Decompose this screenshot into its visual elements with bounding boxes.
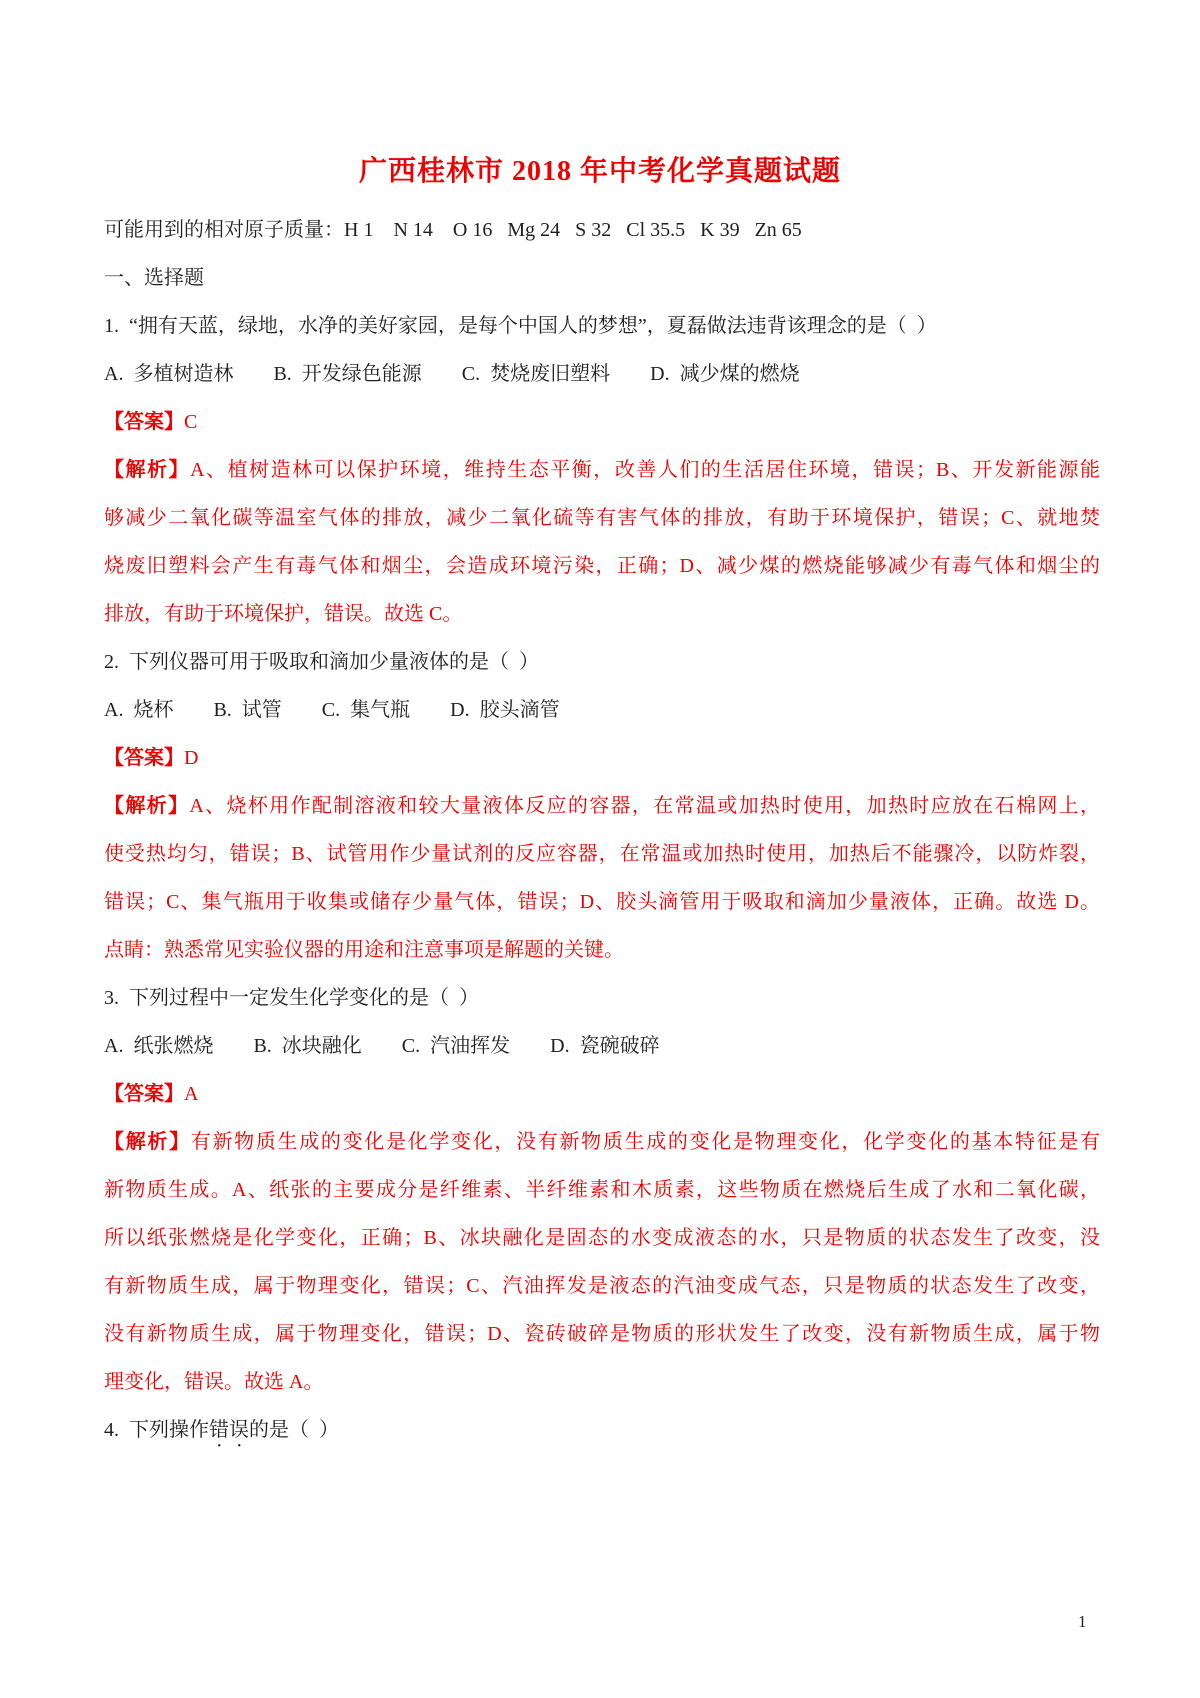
question-3-analysis-line: 理变化，错误。故选 A。 [104, 1371, 324, 1393]
question-1-analysis-line: 够减少二氧化碳等温室气体的排放，减少二氧化硫等有害气体的排放，有助于环境保护，错误；C、就地焚 [104, 507, 1100, 529]
answer-value: C [184, 411, 198, 433]
question-3-analysis-line: 有新物质生成，属于物理变化，错误；C、汽油挥发是液态的汽油变成气态，只是物质的状态发生了改变， [104, 1275, 1100, 1297]
answer-label: 【答案】 [104, 1083, 184, 1105]
question-1-analysis-line: 排放，有助于环境保护，错误。故选 C。 [104, 603, 463, 625]
question-2-options: A. 烧杯 B. 试管 C. 集气瓶 D. 胶头滴管 [104, 699, 560, 721]
question-3-analysis-line: 新物质生成。A、纸张的主要成分是纤维素、半纤维素和木质素，这些物质在燃烧后生成了水和二氧化碳， [104, 1179, 1100, 1201]
question-2-analysis-line: 错误；C、集气瓶用于收集或储存少量气体，错误；D、胶头滴管用于吸取和滴加少量液体，正确。故选 D。 [104, 891, 1100, 913]
page-title: 广西桂林市 2018 年中考化学真题试题 [358, 156, 841, 187]
analysis-label: 【解析】 [104, 459, 191, 481]
analysis-label: 【解析】 [104, 795, 190, 817]
question-3-analysis-line: 所以纸张燃烧是化学变化，正确；B、冰块融化是固态的水变成液态的水，只是物质的状态发生了改变，没 [104, 1227, 1100, 1249]
section-heading: 一、选择题 [104, 267, 204, 289]
document-body [104, 206, 1100, 1454]
question-2-stem: 2. 下列仪器可用于吸取和滴加少量液体的是（ ） [104, 651, 539, 673]
question-1-options: A. 多植树造林 B. 开发绿色能源 C. 焚烧废旧塑料 D. 减少煤的燃烧 [104, 363, 800, 385]
analysis-text: A、烧杯用作配制溶液和较大量液体反应的容器，在常温或加热时使用，加热时应放在石棉网上， [189, 795, 1100, 817]
question-1-analysis-line: 烧废旧塑料会产生有毒气体和烟尘，会造成环境污染，正确；D、减少煤的燃烧能够减少有毒气体和烟尘的 [104, 555, 1100, 577]
question-1-answer [104, 398, 1100, 446]
question-2-analysis-line: 使受热均匀，错误；B、试管用作少量试剂的反应容器，在常温或加热时使用，加热后不能骤冷，以防炸裂， [104, 843, 1100, 865]
question-4-stem-prefix: 4. 下列操作 [104, 1419, 209, 1441]
question-2-answer [104, 734, 1100, 782]
question-3-analysis-line [104, 1118, 1100, 1166]
question-3-answer [104, 1070, 1100, 1118]
analysis-label: 【解析】 [104, 1131, 191, 1153]
question-1-stem: 1. “拥有天蓝，绿地，水净的美好家园，是每个中国人的梦想”，夏磊做法违背该理念的是（ ） [104, 315, 937, 337]
answer-label: 【答案】 [104, 411, 184, 433]
question-2-analysis-line: 点睛：熟悉常见实验仪器的用途和注意事项是解题的关键。 [104, 939, 624, 961]
question-3-analysis-line: 没有新物质生成，属于物理变化，错误；D、瓷砖破碎是物质的形状发生了改变，没有新物质生成，属于物 [104, 1323, 1100, 1345]
page-number: 1 [1078, 1612, 1087, 1631]
question-4-stem-emphasized: 错误 [209, 1419, 249, 1441]
atomic-masses-line: 可能用到的相对原子质量：H 1 N 14 O 16 Mg 24 S 32 Cl 35.5 K 39 Zn 65 [104, 219, 802, 241]
question-2-analysis-line [104, 782, 1100, 830]
answer-label: 【答案】 [104, 747, 184, 769]
answer-value: D [184, 747, 199, 769]
question-3-stem: 3. 下列过程中一定发生化学变化的是（ ） [104, 987, 479, 1009]
analysis-text: A、植树造林可以保护环境，维持生态平衡，改善人们的生活居住环境，错误；B、开发新能源能 [190, 459, 1100, 481]
analysis-text: 有新物质生成的变化是化学变化，没有新物质生成的变化是物理变化，化学变化的基本特征是有 [190, 1131, 1101, 1153]
answer-value: A [184, 1083, 199, 1105]
question-1-analysis-line [104, 446, 1100, 494]
question-4-stem [104, 1406, 1100, 1454]
question-4-stem-suffix: 的是（ ） [249, 1419, 339, 1441]
question-3-options: A. 纸张燃烧 B. 冰块融化 C. 汽油挥发 D. 瓷碗破碎 [104, 1035, 660, 1057]
